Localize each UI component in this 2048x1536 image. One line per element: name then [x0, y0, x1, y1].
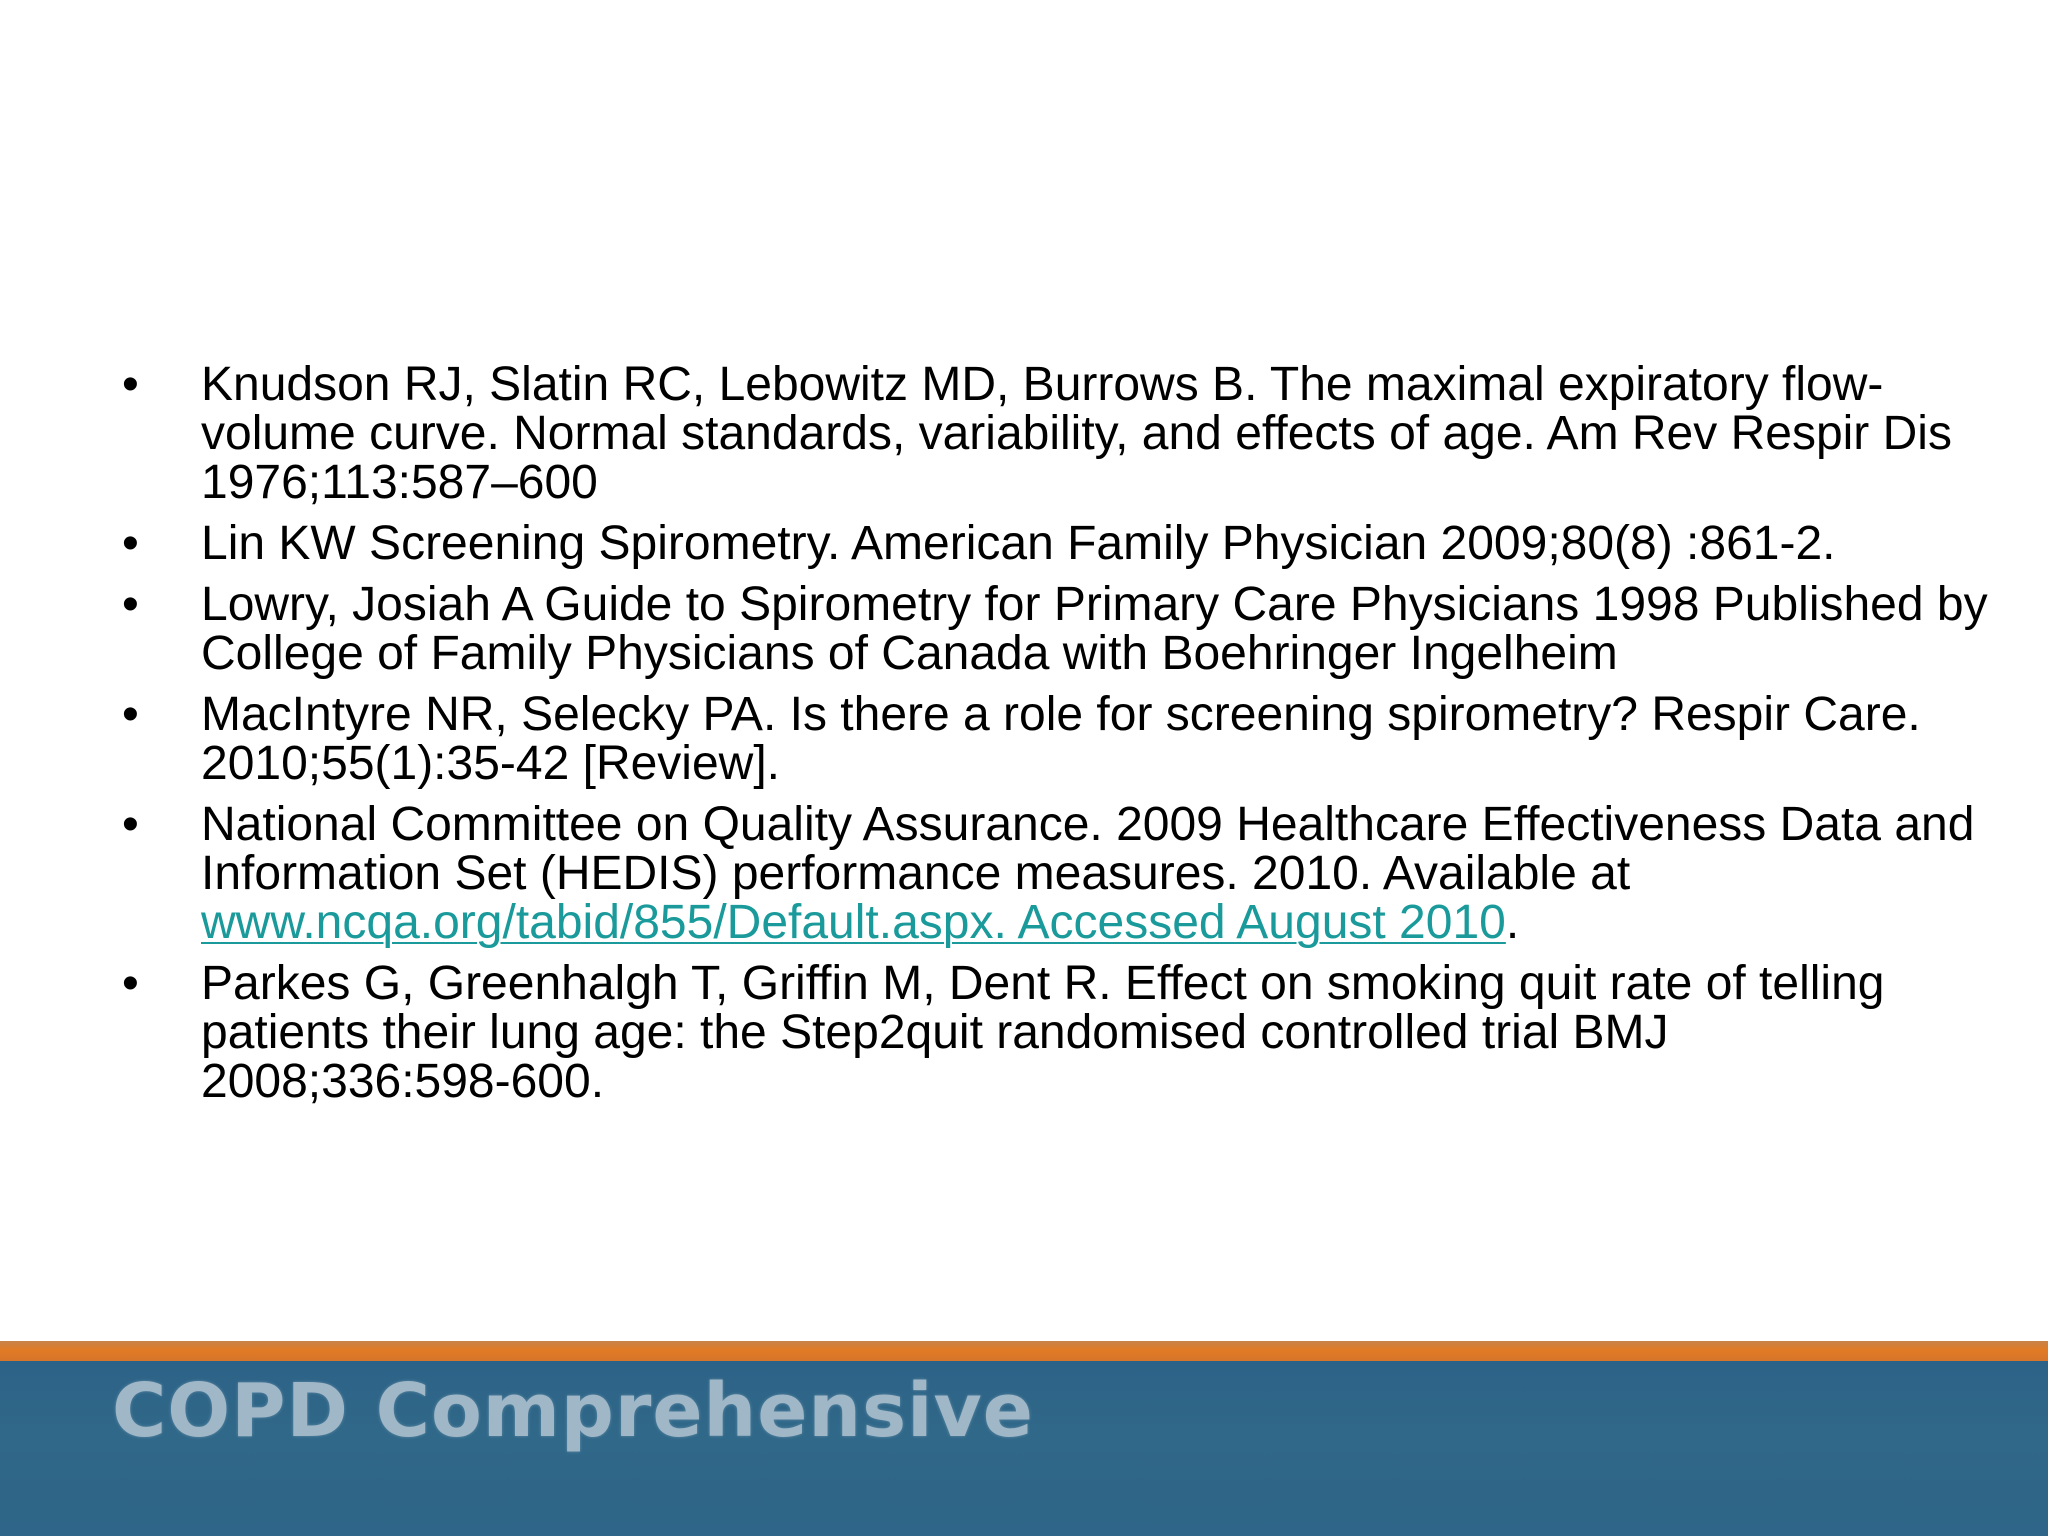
reference-item: [0, 800, 2048, 947]
footer-accent-stripe: [0, 1341, 2048, 1361]
bullet-icon: •: [122, 578, 139, 631]
bullet-icon: •: [122, 957, 139, 1010]
reference-text: Lowry, Josiah A Guide to Spirometry for Primary Care Physicians 1998 Published by College of Family Physicians of Canada with Boehringer Ingelheim: [201, 578, 1988, 680]
reference-item: [0, 580, 2048, 678]
reference-text: MacIntyre NR, Selecky PA. Is there a role for screening spirometry? Respir Care. 2010;55(1):35-42 [Review].: [201, 688, 1921, 790]
bullet-icon: •: [122, 798, 139, 851]
reference-item: [0, 519, 2048, 568]
bullet-icon: •: [122, 688, 139, 741]
reference-item: [0, 690, 2048, 788]
reference-text: Knudson RJ, Slatin RC, Lebowitz MD, Burrows B. The maximal expiratory flow-volume curve. Normal standards, variability, and effects of age. Am Rev Respir Dis 1976;113:587–600: [201, 358, 1952, 509]
ncqa-link[interactable]: www.ncqa.org/tabid/855/Default.aspx. Accessed August 2010: [201, 896, 1506, 949]
reference-item: [0, 959, 2048, 1106]
bullet-icon: •: [122, 517, 139, 570]
reference-text: Parkes G, Greenhalgh T, Griffin M, Dent R. Effect on smoking quit rate of telling patients their lung age: the Step2quit randomised controlled trial BMJ 2008;336:598-600.: [201, 957, 1885, 1108]
reference-text: Lin KW Screening Spirometry. American Family Physician 2009;80(8) :861-2.: [201, 517, 1836, 570]
reference-text-end: .: [1505, 896, 1520, 949]
reference-list: [0, 360, 2048, 1118]
footer-title: COPD Comprehensive: [112, 1368, 1034, 1454]
reference-item: [0, 360, 2048, 507]
reference-text: National Committee on Quality Assurance. 2009 Healthcare Effectiveness Data and Information Set (HEDIS) performance measures. 2010. Available at: [201, 798, 1975, 900]
bullet-icon: •: [122, 358, 139, 411]
